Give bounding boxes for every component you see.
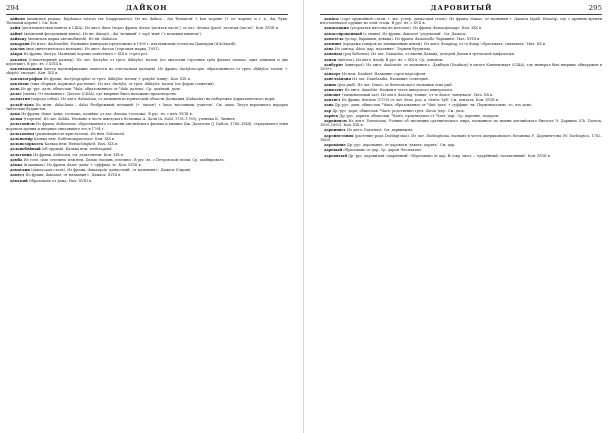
- dictionary-entry: [6, 132, 288, 136]
- left-running-head: ДАЙКОН: [125, 4, 168, 12]
- entry-text: Из лат. Danelandia. Название созвездия.: [352, 77, 429, 82]
- entry-text: Др.-рус. даровитый 'одарённый'. Образовано от дар. В совр. знач. – 'одарённый, талантливый'. Кон. XVIII в.: [348, 153, 551, 158]
- left-entries: [6, 17, 288, 183]
- entry-headword: да́мка: [10, 162, 23, 167]
- right-page: [312, 0, 608, 433]
- dictionary-entry: [6, 77, 288, 81]
- entry-text: Из франц. daltonisme, образованного от имени английского физика и химика Дж. Дальтона (J. Dalton, 1766–1844), страдавшего этим пороком зрения и впервые описавшего его в 1794 г.: [6, 122, 288, 131]
- dictionary-entry: [320, 93, 602, 97]
- dictionary-entry: [6, 103, 288, 112]
- dictionary-entry: [6, 137, 288, 141]
- entry-headword: далас: [10, 92, 22, 97]
- dictionary-entry: [6, 32, 288, 36]
- entry-text: (ежа сборная, кормовое растение). Из лат. dactylis, от греч. dáktylos 'палец' (по форме соцветия).: [30, 81, 215, 86]
- entry-headword: даниэли́т: [324, 87, 344, 92]
- entry-text: Из санскр. dāna 'дар, подаяние'. Термин буддизма.: [334, 47, 432, 52]
- dictionary-entry: [6, 92, 288, 96]
- entry-headword: да́нсинг: [324, 93, 341, 98]
- dictionary-entry: [320, 154, 602, 158]
- right-page-number: 295: [588, 4, 602, 12]
- entry-text: Из др.-рус. даль, общеслав. *dalь, образованного от *dalь 'далеко'. Ср. далёкий, даль.: [20, 86, 182, 91]
- entry-text: (метод идентификации личности по отпечаткам пальцев). Из франц. dactyloscopie, образованного от греч. dáktylos 'палец' + skopéō 'смотрю'. Кон. XIX в.: [6, 67, 288, 76]
- entry-headword: дар: [324, 108, 332, 113]
- dictionary-entry: [6, 163, 288, 167]
- entry-headword: даль: [10, 86, 20, 91]
- dictionary-entry: [320, 77, 602, 81]
- dictionary-entry: [6, 173, 288, 177]
- left-page-number: 294: [6, 4, 20, 12]
- entry-headword: дама́ск: [324, 17, 339, 21]
- dictionary-entry: [320, 72, 602, 76]
- entry-text: Из франц. daltonien, см. дальтонизм. Кон. XIX в.: [33, 152, 124, 157]
- entry-text: (порода собак). Из англ. dalmatian, от названия исторической области Далмация (Dalmatia) на побережье Адриатического моря.: [31, 97, 276, 102]
- dictionary-entry: [320, 119, 602, 128]
- entry-text: (стихотворный размер). Из лат. dactylus от греч. dáktylos 'палец' (по аналогии строения трёх фаланг пальца: одна длинная и две короткие). В рус. яз. с XVIII в.: [6, 57, 288, 66]
- entry-text: (об орудии). Калька нем. weittragend.: [41, 147, 113, 152]
- entry-headword: дама: [10, 112, 21, 116]
- entry-text: Образовано от дар. Ср. даром 'бесплатно'.: [343, 148, 423, 153]
- entry-headword: дакти́ль: [10, 57, 27, 62]
- entry-text: Из франц. damassé, от названия г. Дамаск. XVIII в.: [25, 173, 122, 178]
- entry-text: (щёголь). Из англ. dandy. В рус. яз. с XIX в. Ср. дендизм.: [337, 57, 444, 62]
- entry-headword: да́лия: [10, 117, 23, 122]
- entry-headword: далматин: [10, 97, 30, 102]
- entry-headword: дарви́низм: [324, 118, 347, 123]
- dictionary-entry: [320, 88, 602, 92]
- entry-headword: дайхацу: [10, 36, 27, 41]
- entry-headword: дамозе́ль: [324, 36, 344, 41]
- entry-text: Из итал. dachiardite. Название минерала предложено в 1906 г. итальянским геологом Дакьярди (d'Achiardi).: [30, 42, 237, 47]
- entry-text: Др.-рус. дарование, от даровати 'давать, дарить'. См. дар.: [346, 143, 456, 148]
- entry-headword: дарови́тый: [324, 153, 347, 158]
- dictionary-entry: [6, 153, 288, 157]
- dictionary-entry: [6, 82, 288, 86]
- entry-text: Др.-рус. дань, общеслав. *danь, образованное от *dati 'дать' + суффикс -нь. Первоначально 'то, что дано'.: [334, 103, 534, 108]
- entry-headword: дамасси́рованный: [324, 31, 362, 36]
- entry-text: (дамасская сталь). Из франц. damasquin 'дамасский', от названия г. Дамаск (Сирия).: [31, 168, 192, 173]
- dictionary-entry: [6, 47, 288, 51]
- dictionary-entry: [320, 58, 602, 62]
- dictionary-entry: [6, 26, 288, 30]
- right-entries: [320, 17, 602, 158]
- dictionary-entry: [320, 103, 602, 107]
- dictionary-entry: [320, 26, 602, 30]
- entry-text: (о ткани). Из франц. damassé 'узорчатый'. См. Дамаск.: [363, 31, 467, 36]
- entry-headword: дакло́н: [10, 47, 25, 52]
- entry-text: Калька нем. Entfernungsmesser. Кон. XIX в.: [33, 137, 116, 142]
- entry-headword: дактилоско́пия: [10, 67, 42, 72]
- entry-text: (вид синтетического волокна). Из англ. dacron (торговая марка, 1951).: [25, 47, 160, 52]
- entry-text: (десятицентовая монета в США). Из англ. dime (через франц. disme 'десятая часть'), от лат. decima (pars) 'десятая (часть)'. Кон. XVIII в.: [21, 26, 279, 31]
- dictionary-entry: [320, 37, 602, 41]
- entry-headword: дампинг: [324, 42, 342, 47]
- right-page-header: [320, 4, 602, 15]
- entry-text: Из монг. dalai-lama – dalai 'безбрежный, великий' (+ 'океан') + lama 'наставник, учитель'. См. лама. Титул верховного иерарха тибетских буддистов.: [6, 102, 288, 111]
- dictionary-entry: [320, 143, 602, 147]
- entry-text: Из англ. Darwinism. Учение об эволюции органического мира, названное по имени английского биолога Ч. Дарвина (Ch. Darwin, 1809–1882). Кон. XIX в.: [320, 118, 602, 128]
- entry-headword: дамаска́ция: [324, 26, 349, 31]
- entry-text: (в шашках). Из франц. dame 'дама' + суффикс -к-. Кон. XVIII в.: [23, 162, 142, 167]
- dictionary-entry: [6, 67, 288, 76]
- dictionary-entry: [6, 52, 288, 56]
- dictionary-entry: [6, 158, 288, 162]
- entry-text: Из франц. dacrya. Название хорошо известного с XIX в. сорта роз.: [23, 52, 149, 57]
- entry-headword: дактилогра́фия: [10, 76, 43, 81]
- dictionary-entry: [6, 17, 288, 26]
- entry-headword: далай-ла́ма: [10, 102, 34, 107]
- dictionary-entry: [6, 168, 288, 172]
- dictionary-entry: [320, 83, 602, 87]
- dictionary-entry: [320, 32, 602, 36]
- right-running-head: ДАРОВИТЫЙ: [430, 4, 493, 12]
- dictionary-entry: [320, 128, 602, 132]
- entry-headword: да́нкерт: [324, 72, 341, 77]
- entry-text: Из франц. dentiste (1755) от лат. dens, род. п. dentis 'зуб'. См. денталь. Кон. XVIII в.: [341, 98, 499, 103]
- dictionary-entry: [320, 114, 602, 118]
- dictionary-entry: [320, 52, 602, 56]
- entry-headword: дантист: [324, 98, 341, 103]
- dictionary-entry: [6, 112, 288, 116]
- dictionary-entry: [320, 134, 602, 143]
- entry-text: (японский феодальный князь). Из яп. daimyō – dai 'великий' + myō 'имя' ('с великим именем').: [23, 31, 203, 36]
- entry-headword: дарова́ние: [324, 143, 346, 148]
- dictionary-entry: [320, 98, 602, 102]
- entry-text: (ткань). От названия г. Даллас (США), где впервые было налажено производство.: [22, 92, 178, 97]
- dictionary-entry: [6, 117, 288, 121]
- dictionary-entry: [320, 17, 602, 26]
- dictionary-entry: [6, 58, 288, 67]
- entry-headword: дальтони́зм: [10, 122, 35, 127]
- entry-text: (устар. барышня, девица). Из франц. damoiselle 'барышня'. Нач. XVIII в.: [344, 36, 481, 41]
- entry-headword: данаи́ды: [324, 52, 343, 57]
- entry-text: (разновидность кристаллов). Из нем. Daltonoid.: [35, 131, 125, 136]
- entry-text: Образовано от дама. Нач. XVIII в.: [28, 178, 93, 183]
- entry-text: Калька нем. Weitsichtigkeit. Нач. XIX в.: [44, 142, 119, 147]
- dictionary-entry: [6, 87, 288, 91]
- entry-text: (танцевальный зал). Из англ. dancing 'танцы', от to dance 'танцевать'. Нач. XX в.: [341, 93, 494, 98]
- entry-headword: да́йкон: [10, 17, 25, 21]
- entry-headword: даро́вый: [324, 148, 343, 153]
- entry-text: (георгин). Из лат. dahlia. Названо в честь шведского ботаника А. Даля (A. Dahl, 1751–1789), ученика К. Линнея.: [23, 117, 236, 122]
- dictionary-entry: [320, 42, 602, 46]
- entry-text: (род рыб). Из лат. Danio, от бенгальского названия этих рыб.: [337, 82, 453, 87]
- dictionary-entry: [320, 47, 602, 51]
- entry-text: (растение рода Darlingtonia). Из лат. Darlingtonia, названо в честь американского ботаника У. Дарлингтона (W. Darlington, 1782–1863).: [320, 133, 602, 142]
- dictionary-entry: [6, 37, 288, 41]
- dictionary-entry: [320, 109, 602, 113]
- entry-headword: дакти́лис: [10, 81, 30, 86]
- entry-headword: дальнобо́йный: [10, 147, 41, 152]
- entry-headword: дарвини́ст: [324, 128, 346, 133]
- page-gutter: [303, 0, 304, 433]
- entry-headword: дарли́нгтония: [324, 133, 354, 138]
- entry-text: (японская редька, Raphanus sativus var. longipinnatus). Из яп. daikon – dai 'большой' + kon 'корень' (+ ne 'корень' и т. д., dai, букв. 'большой корень'). См. Кон.: [6, 17, 288, 26]
- entry-headword: данбури́т: [324, 62, 344, 67]
- entry-headword: дальто́ник: [10, 152, 32, 157]
- entry-headword: да́мский: [10, 178, 28, 183]
- entry-text: Из англ. Darwinist. См. дарвинизм.: [346, 128, 413, 133]
- entry-text: (род бабочек). Из лат. Danaidae, от имени Данаид, дочерей Даная в греческой мифологии.: [343, 52, 515, 57]
- entry-text: Из франц. dame 'дама, госпожа, хозяйка' от лат. domina 'госпожа'. В рус. яз. с нач. XVIII в.: [21, 112, 193, 116]
- dictionary-entry: [6, 179, 288, 183]
- dictionary-entry: [6, 147, 288, 151]
- entry-headword: дакарди́н: [10, 42, 30, 47]
- entry-text: Из франц. dactylographie от греч. dáktylos 'палец' + gráphō 'пишу'. Кон. XIX в.: [43, 76, 191, 81]
- entry-headword: дальнозо́ркость: [10, 142, 44, 147]
- entry-headword: дайм: [10, 26, 21, 31]
- entry-text: Из нем. Dankert. Название сорта картофеля.: [341, 72, 427, 77]
- entry-headword: данио: [324, 82, 337, 87]
- entry-text: Др.-рус. даръ, общеслав. *darъ, родственно греч. dōron 'дар'. См. дать.: [332, 108, 466, 113]
- entry-headword: дамаскин: [10, 168, 30, 173]
- entry-headword: да́мба: [10, 157, 23, 162]
- entry-text: (минерал). Из англ. danburite, от названия г. Данбери (Danbury) в штате Коннектикут (США), где минерал был впервые обнаружен в 1839 г.: [320, 62, 602, 72]
- entry-headword: данелла́ндия: [324, 77, 352, 82]
- dictionary-entry: [6, 122, 288, 131]
- dictionary-entry: [6, 97, 288, 101]
- entry-headword: дальтоно́ид: [10, 131, 35, 136]
- entry-headword: да́ймё: [10, 31, 23, 36]
- entry-text: (узорчатая насечка на металле). Из франц. damasquinage. Нач. XIX в.: [350, 26, 483, 31]
- entry-text: Из голл. dam 'плотина' или нем. Damm 'насыпь, плотина'. В рус. яз. с Петровской эпохи. Ср. дамбировать.: [23, 157, 225, 162]
- entry-headword: даме́ст: [10, 173, 25, 178]
- entry-headword: да́на: [324, 47, 334, 52]
- entry-text: (сорт оружейной стали, т. же, устар. дамасская сталь). Из франц. damas, от названия г. Дамаск (араб. Dimašq), где с древних времён изготовлялось оружие из этой стали. В рус. яз. с XVII в.: [320, 17, 602, 26]
- entry-text: (японская марка автомобилей). Из яп. daihatsu.: [27, 36, 119, 41]
- dictionary-entry: [6, 142, 288, 146]
- entry-headword: дань: [324, 103, 334, 108]
- left-page-header: [6, 4, 288, 15]
- left-page: [0, 0, 296, 433]
- entry-headword: да́кря: [10, 52, 23, 57]
- entry-headword: дальноми́р: [10, 137, 33, 142]
- entry-text: Из англ. danielite. Назван в честь шведского минералога.: [344, 87, 454, 92]
- dictionary-entry: [320, 63, 602, 72]
- dictionary-entry: [6, 42, 288, 46]
- entry-headword: данди: [324, 57, 337, 62]
- dictionary-entry: [320, 148, 602, 152]
- entry-text: (продажа товаров по заниженным ценам). Из англ. dumping, от to dump 'сбрасывать, сваливать'. Нач. XX в.: [342, 42, 547, 47]
- entry-headword: дари́ть: [324, 113, 339, 118]
- entry-text: Др.-рус. дарити, общеслав. *dariti, производное от *darъ 'дар'. Ср. дарение, подарок.: [339, 113, 500, 118]
